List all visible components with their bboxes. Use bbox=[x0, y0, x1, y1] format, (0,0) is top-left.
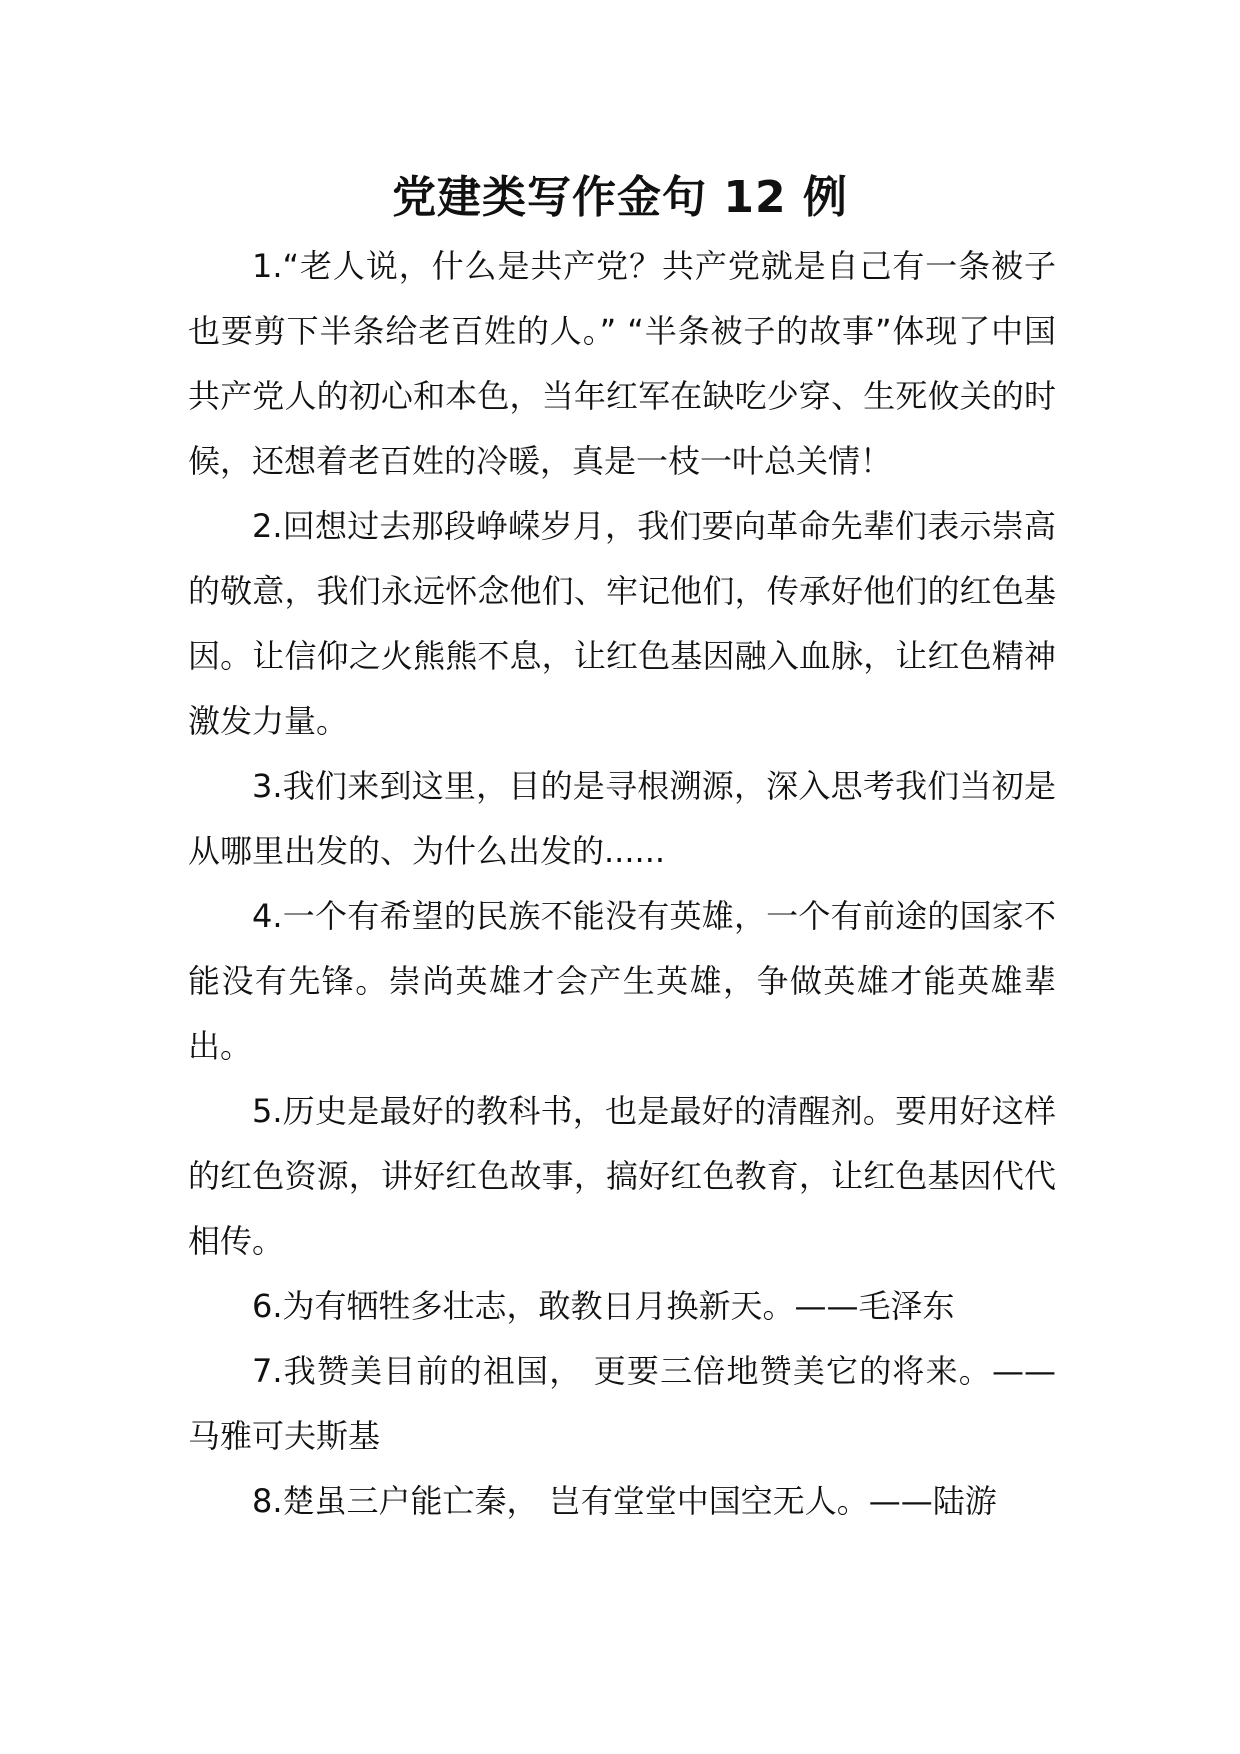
paragraph-4: 4.一个有希望的民族不能没有英雄，一个有前途的国家不能没有先锋。崇尚英雄才会产生英雄，争做英雄才能英雄辈出。 bbox=[188, 897, 1056, 1065]
document-title: 党建类写作金句 12 例 bbox=[392, 172, 848, 223]
paragraph-6: 6.为有牺牲多壮志，敢教日月换新天。——毛泽东 bbox=[252, 1287, 955, 1325]
paragraph-7: 7.我赞美目前的祖国， 更要三倍地赞美它的将来。——马雅可夫斯基 bbox=[188, 1352, 1056, 1455]
paragraph-5: 5.历史是最好的教科书，也是最好的清醒剂。要用好这样的红色资源，讲好红色故事，搞好红色教育，让红色基因代代相传。 bbox=[188, 1092, 1056, 1260]
document-body bbox=[188, 234, 1056, 1534]
paragraph-3: 3.我们来到这里，目的是寻根溯源，深入思考我们当初是从哪里出发的、为什么出发的...... bbox=[188, 767, 1056, 870]
paragraph-1: 1.“老人说，什么是共产党？共产党就是自己有一条被子也要剪下半条给老百姓的人。” “半条被子的故事”体现了中国共产党人的初心和本色，当年红军在缺吃少穿、生死攸关的时候，还想着老百姓的冷暖，真是一枝一叶总关情！ bbox=[188, 247, 1056, 480]
paragraph-2: 2.回想过去那段峥嵘岁月，我们要向革命先辈们表示崇高的敬意，我们永远怀念他们、牢记他们，传承好他们的红色基因。让信仰之火熊熊不息，让红色基因融入血脉，让红色精神激发力量。 bbox=[188, 507, 1056, 740]
paragraph-8: 8.楚虽三户能亡秦， 岂有堂堂中国空无人。——陆游 bbox=[252, 1482, 997, 1520]
